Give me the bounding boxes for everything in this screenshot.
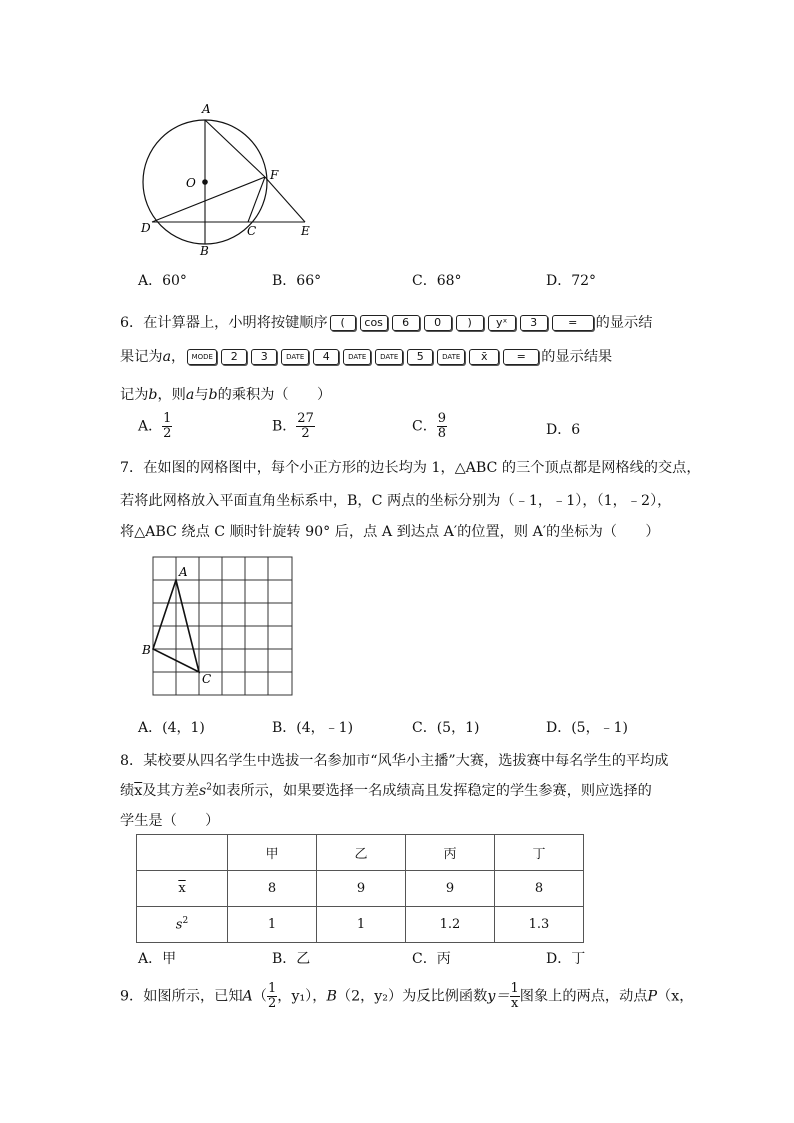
key-date-4: DATE	[437, 349, 465, 365]
q8-line2: 绩$\overline{x}$及其方差$s^2$如表所示，如果要选择一名成绩高且发挥稳定的学生参赛，则应选择的	[120, 782, 652, 799]
table-row	[137, 871, 584, 907]
key-2: 2	[221, 349, 247, 365]
table-cell: 1	[317, 907, 406, 943]
q5-option-d: D．72°	[546, 273, 597, 289]
key-paren-open: (	[330, 315, 356, 331]
label-e: E	[301, 224, 310, 238]
key-seq-2	[185, 349, 541, 365]
table-header-cell: 甲	[228, 835, 317, 871]
segment-cf	[248, 177, 265, 222]
key-mean: x̄	[469, 349, 499, 365]
table-cell: 9	[317, 871, 406, 907]
q7-option-d: D．(5，﹣1)	[546, 720, 628, 736]
q8-line3: 学生是（ ）	[120, 813, 220, 829]
table-header-cell	[137, 835, 228, 871]
label-a: A	[202, 102, 211, 116]
key-4: 4	[313, 349, 339, 365]
q6-option-a: A． $\frac{1}{2}$	[138, 411, 172, 441]
table-cell: 8	[228, 871, 317, 907]
segment-fe	[265, 177, 305, 222]
label-o: O	[186, 176, 196, 190]
label-d: D	[141, 221, 151, 235]
q6-line3: 记为b，则a与b的乘积为（ ）	[120, 387, 332, 403]
q5-option-a: A．60°	[138, 273, 187, 289]
segment-af	[205, 120, 265, 177]
table-cell: 8	[495, 871, 584, 907]
q8-option-c: C．丙	[412, 951, 451, 967]
grid-label-a: A	[179, 565, 188, 579]
table-header-cell: 乙	[317, 835, 406, 871]
table-cell: 1	[228, 907, 317, 943]
key-5: 5	[407, 349, 433, 365]
label-c: C	[247, 224, 257, 238]
table-cell: 1.3	[495, 907, 584, 943]
table-row	[137, 907, 584, 943]
key-date-2: DATE	[343, 349, 371, 365]
q9-line1: 9．如图所示，已知A（ $\frac{1}{2}$ ，y₁），B（2，y₂）为反比例函数y＝ $\frac{1}{x}$ 图象上的两点，动点P（x，	[120, 981, 694, 1011]
key-seq-1	[328, 315, 596, 331]
grid-figure	[140, 552, 300, 702]
key-mode: MODE	[187, 349, 217, 365]
q6-option-b: B． $\frac{27}{2}$	[272, 411, 314, 441]
q7-option-b: B．(4，﹣1)	[272, 720, 354, 736]
key-0: 0	[424, 315, 452, 331]
key-date-1: DATE	[281, 349, 309, 365]
q5-option-b: B．66°	[272, 273, 322, 289]
grid-label-b: B	[142, 643, 151, 657]
q8-option-a: A．甲	[138, 951, 177, 967]
q6-option-c: C． $\frac{9}{8}$	[412, 411, 446, 441]
circle-figure	[130, 95, 330, 265]
table-row-label: $\overline{x}$	[137, 871, 228, 907]
q8-option-b: B．乙	[272, 951, 311, 967]
label-f: F	[270, 168, 279, 182]
q8-line1: 8．某校要从四名学生中选拔一名参加市“风华小主播”大赛，选拔赛中每名学生的平均成	[120, 753, 669, 769]
key-equals-2: =	[503, 349, 539, 365]
grid-label-c: C	[202, 672, 212, 686]
q7-line1: 7．在如图的网格图中，每个小正方形的边长均为 1，△ABC 的三个顶点都是网格线的交点，	[120, 460, 701, 476]
center-point	[202, 179, 208, 185]
q6-line1: 6．在计算器上，小明将按键顺序 ( cos 6 0 ) yˣ 3 = 的显示结	[120, 315, 653, 331]
q7-option-a: A．(4，1)	[138, 720, 205, 736]
table-cell: 1.2	[406, 907, 495, 943]
key-3: 3	[520, 315, 548, 331]
segment-df	[152, 177, 265, 222]
q5-option-c: C．68°	[412, 273, 462, 289]
table-header-cell: 丙	[406, 835, 495, 871]
table-cell: 9	[406, 871, 495, 907]
key-power: yˣ	[488, 315, 516, 331]
key-cos: cos	[360, 315, 388, 331]
q7-option-c: C．(5，1)	[412, 720, 480, 736]
q7-line2: 若将此网格放入平面直角坐标系中，B，C 两点的坐标分别为（﹣1，﹣1），（1，﹣2），	[120, 493, 672, 509]
table-row	[137, 835, 584, 871]
key-3b: 3	[251, 349, 277, 365]
q6-option-d: D．6	[546, 422, 581, 438]
q6-line2: 果记为a， MODE 2 3 DATE 4 DATE DATE 5 DATE x̄ = 的显示结果	[120, 349, 613, 365]
score-table	[136, 834, 584, 943]
key-6: 6	[392, 315, 420, 331]
key-date-3: DATE	[375, 349, 403, 365]
key-paren-close: )	[456, 315, 484, 331]
q8-option-d: D．丁	[546, 951, 586, 967]
table-header-cell: 丁	[495, 835, 584, 871]
q7-line3: 将△ABC 绕点 C 顺时针旋转 90° 后，点 A 到达点 A′的位置，则 A′的坐标为（ ）	[120, 524, 660, 540]
label-b: B	[200, 244, 209, 258]
key-equals: =	[552, 315, 594, 331]
table-row-label: $s^2$	[137, 907, 228, 943]
